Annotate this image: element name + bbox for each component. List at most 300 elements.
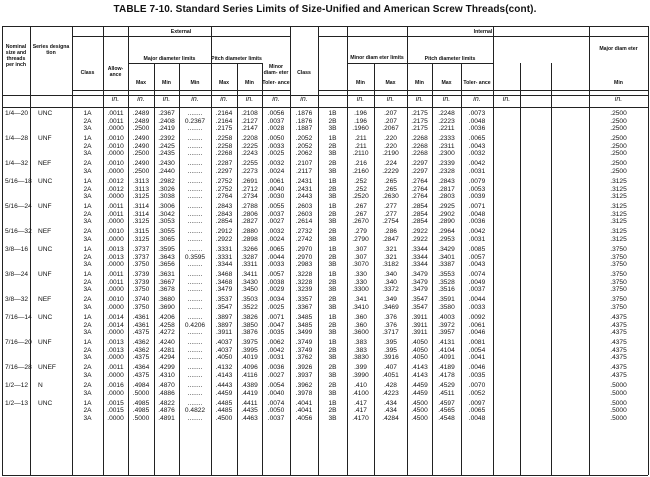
data-cell: .4223	[382, 389, 399, 397]
data-cell: .0012	[107, 178, 124, 185]
size-cell: 5/16—24	[5, 203, 32, 211]
data-cell: 2B	[328, 228, 337, 236]
data-cell: .3344	[411, 253, 428, 261]
data-cell: 3A	[83, 372, 92, 379]
data-cell: 2B	[328, 364, 337, 372]
data-cell: .3357	[295, 296, 313, 304]
data-cell: .2490	[132, 135, 150, 143]
data-cell: .3479	[215, 286, 233, 294]
rule	[72, 90, 290, 91]
data-cell: .0061	[468, 321, 486, 329]
data-cell: ........	[187, 414, 203, 422]
data-cell: .2419	[158, 125, 175, 133]
data-cell: .2248	[438, 110, 455, 117]
data-cell: .2268	[411, 150, 428, 158]
sub-header-5: Toler- ance	[262, 80, 290, 86]
data-cell: .2880	[241, 228, 258, 236]
data-cell: .2803	[438, 193, 455, 201]
data-cell: ........	[187, 278, 203, 286]
data-cell: .3006	[158, 203, 175, 211]
data-cell: .3750	[610, 278, 627, 286]
data-cell: .3749	[295, 346, 313, 354]
data-cell: 2A	[83, 142, 92, 150]
data-cell: .3331	[215, 246, 233, 253]
data-cell: .4364	[132, 364, 150, 372]
data-cell: .434	[384, 399, 397, 407]
size-cell: 3/8—16	[5, 246, 29, 253]
data-cell: .2431	[295, 178, 313, 185]
data-cell: .3266	[241, 246, 258, 253]
data-cell: .3740	[132, 296, 150, 304]
data-cell: .3750	[610, 271, 627, 279]
data-cell: .0062	[267, 339, 285, 347]
data-cell: .2147	[241, 125, 258, 133]
data-cell: .4375	[610, 329, 627, 337]
data-cell: .286	[384, 228, 397, 236]
data-cell: .0048	[468, 117, 486, 125]
data-cell: .3499	[295, 329, 313, 337]
data-cell: .0053	[468, 185, 486, 193]
unit-label: in.	[502, 96, 511, 103]
data-cell: 3B	[328, 389, 337, 397]
data-cell: .2107	[295, 160, 313, 168]
data-cell: .0035	[267, 329, 285, 337]
data-cell: .3468	[215, 278, 233, 286]
sub-header-8: Min	[415, 80, 424, 86]
data-cell: .2300	[438, 150, 455, 158]
data-cell: .0033	[468, 304, 486, 311]
data-cell: ........	[187, 168, 203, 175]
data-cell: .0000	[107, 286, 124, 294]
data-cell: .0032	[267, 160, 285, 168]
data-cell: .2843	[215, 210, 233, 218]
data-cell: .279	[354, 228, 367, 236]
data-cell: .2630	[382, 193, 399, 201]
data-cell: .2062	[295, 150, 313, 158]
data-cell: .4206	[158, 314, 175, 321]
data-cell: .0011	[107, 271, 124, 279]
data-cell: .2500	[610, 117, 627, 125]
data-cell: 1B	[328, 135, 337, 143]
data-cell: .3595	[158, 246, 175, 253]
data-cell: ........	[187, 125, 203, 133]
data-cell: .4500	[411, 399, 428, 407]
data-cell: .3401	[438, 253, 455, 261]
data-cell: .2333	[438, 135, 455, 143]
data-cell: .4463	[241, 414, 258, 422]
data-cell: ........	[187, 364, 203, 372]
data-cell: ........	[187, 354, 203, 362]
data-cell: .0015	[107, 399, 124, 407]
size-cell: 1/4—28	[5, 135, 29, 143]
data-cell: .4459	[411, 382, 428, 389]
data-cell: .0000	[107, 372, 124, 379]
data-cell: .4143	[215, 372, 233, 379]
data-cell: 2B	[328, 296, 337, 304]
data-cell: .2430	[158, 160, 175, 168]
data-cell: .4281	[158, 346, 175, 354]
data-cell: .3826	[241, 314, 258, 321]
data-cell: .3750	[610, 261, 627, 269]
series-cell: UNEF	[38, 364, 56, 372]
data-cell: .2843	[438, 178, 455, 185]
data-cell: .3125	[132, 193, 150, 201]
data-cell: .207	[384, 117, 397, 125]
data-cell: .2127	[241, 117, 258, 125]
data-cell: .3972	[438, 321, 455, 329]
sub-header-0: Max	[135, 80, 147, 86]
data-cell: .3897	[215, 321, 233, 329]
data-cell: .0013	[107, 339, 124, 347]
data-cell: .3547	[411, 304, 428, 311]
data-cell: 1B	[328, 246, 337, 253]
data-cell: .3468	[215, 271, 233, 279]
data-cell: .4891	[158, 414, 175, 422]
rule	[2, 26, 648, 27]
data-cell: 3B	[328, 218, 337, 226]
data-cell: .434	[384, 407, 397, 415]
data-cell: .196	[354, 110, 367, 117]
data-cell: .2983	[295, 261, 313, 269]
data-cell: 2B	[328, 321, 337, 329]
data-cell: 2A	[83, 278, 92, 286]
data-cell: .2752	[215, 185, 233, 193]
data-cell: ........	[187, 193, 203, 201]
data-cell: .383	[354, 339, 367, 347]
data-cell: .0070	[468, 382, 486, 389]
data-cell: .0031	[267, 354, 285, 362]
size-cell: 7/16—14	[5, 314, 32, 321]
data-cell: .3430	[241, 278, 258, 286]
data-cell: 3A	[83, 218, 92, 226]
data-cell: .4258	[158, 321, 175, 329]
data-cell: .0061	[267, 178, 285, 185]
data-cell: .3344	[215, 261, 233, 269]
data-cell: ........	[187, 236, 203, 243]
rule	[318, 36, 648, 37]
data-cell: ........	[187, 135, 203, 143]
data-cell: .2052	[295, 142, 313, 150]
data-cell: .2827	[241, 218, 258, 226]
data-cell: .0043	[468, 261, 486, 269]
unit-label: in.	[220, 96, 228, 103]
data-cell: .2160	[352, 168, 369, 175]
unit-label: in.	[111, 96, 120, 103]
data-cell: .2817	[438, 185, 455, 193]
data-cell: ........	[187, 228, 203, 236]
data-cell: .4985	[132, 407, 150, 415]
data-cell: .2603	[295, 210, 313, 218]
size-cell: 7/16—28	[5, 364, 32, 372]
data-cell: .265	[384, 185, 397, 193]
data-cell: .376	[384, 314, 397, 321]
data-cell: .4041	[295, 407, 313, 415]
data-cell: ........	[187, 346, 203, 354]
data-cell: .4984	[132, 382, 150, 389]
data-cell: .2790	[352, 236, 369, 243]
data-cell: .4178	[438, 372, 455, 379]
data-cell: ........	[187, 296, 203, 304]
data-cell: .3125	[132, 218, 150, 226]
data-cell: .2670	[352, 218, 369, 226]
data-cell: .0074	[267, 399, 285, 407]
rule	[128, 63, 211, 64]
data-cell: .0024	[267, 236, 285, 243]
data-cell: 3A	[83, 389, 92, 397]
data-cell: .2258	[215, 142, 233, 150]
data-cell: .3916	[382, 354, 399, 362]
data-cell: .196	[354, 117, 367, 125]
data-cell: ........	[187, 382, 203, 389]
major-dia-ext-header: Major diameter limits	[143, 56, 196, 62]
rule	[318, 90, 648, 91]
unit-label: in.	[386, 96, 395, 103]
data-cell: 3A	[83, 168, 92, 175]
data-cell: .3750	[610, 296, 627, 304]
data-cell: .2734	[241, 193, 258, 201]
data-cell: .0000	[107, 150, 124, 158]
data-cell: .4272	[158, 329, 175, 337]
data-cell: .4284	[382, 414, 399, 422]
data-cell: .3750	[132, 261, 150, 269]
data-cell: .3547	[411, 296, 428, 304]
data-cell: .0036	[468, 125, 486, 133]
size-cell: 1/2—13	[5, 399, 29, 407]
data-cell: 0.2367	[184, 117, 206, 125]
size-cell: 5/16—18	[5, 178, 32, 185]
data-cell: .2890	[438, 218, 455, 226]
data-cell: .2691	[241, 178, 258, 185]
data-cell: .3850	[241, 321, 258, 329]
data-cell: .4500	[411, 407, 428, 415]
data-cell: .0065	[267, 246, 285, 253]
data-cell: .2970	[295, 253, 313, 261]
data-cell: .0016	[107, 382, 124, 389]
data-cell: .3750	[610, 246, 627, 253]
data-cell: .2367	[158, 110, 175, 117]
data-cell: .3522	[241, 304, 258, 311]
data-cell: .0037	[468, 286, 486, 294]
sub-header-9: Max	[441, 80, 452, 86]
data-cell: .3631	[158, 271, 175, 279]
data-cell: .2854	[215, 218, 233, 226]
data-cell: .2854	[411, 218, 428, 226]
rule	[2, 475, 648, 476]
data-cell: .3228	[295, 271, 313, 279]
data-cell: .0000	[107, 125, 124, 133]
series-cell: UNC	[38, 246, 53, 253]
rule	[407, 63, 493, 64]
data-cell: .4037	[215, 339, 233, 347]
data-cell: .4375	[132, 329, 150, 337]
data-cell: .2912	[215, 228, 233, 236]
data-cell: .0012	[107, 185, 124, 193]
data-cell: .0079	[468, 178, 486, 185]
sub-header-1: Min	[162, 80, 171, 86]
data-cell: .0039	[468, 193, 486, 201]
data-cell: .0055	[267, 203, 285, 211]
column-rule	[493, 26, 494, 475]
data-cell: .3125	[610, 218, 627, 226]
data-cell: 1B	[328, 314, 337, 321]
data-cell: .4056	[295, 414, 313, 422]
data-cell: ........	[187, 142, 203, 150]
class-ext-header: Class	[80, 70, 95, 76]
data-cell: .3600	[352, 329, 369, 337]
data-cell: .3042	[158, 210, 175, 218]
data-cell: .4131	[438, 339, 455, 347]
size-cell: 1/2—12	[5, 382, 29, 389]
data-cell: .395	[384, 346, 397, 354]
data-cell: .3485	[295, 314, 313, 321]
data-cell: .2255	[241, 160, 258, 168]
data-cell: .2117	[295, 168, 312, 175]
data-cell: 2A	[83, 407, 92, 415]
data-cell: 2B	[328, 117, 337, 125]
data-cell: .307	[354, 246, 367, 253]
data-cell: .0025	[267, 304, 285, 311]
data-cell: .3547	[215, 304, 233, 311]
data-cell: ........	[187, 372, 203, 379]
data-cell: .3114	[132, 203, 149, 211]
sub-header-10: Toler- ance	[463, 80, 491, 86]
data-cell: .4500	[215, 414, 233, 422]
data-cell: .0014	[107, 321, 124, 329]
data-cell: .4375	[610, 346, 627, 354]
sub-header-11: Min	[614, 80, 623, 86]
data-cell: .3830	[352, 354, 369, 362]
data-cell: .252	[354, 178, 367, 185]
data-cell: .4485	[215, 399, 233, 407]
data-cell: .2273	[241, 168, 258, 175]
data-cell: .3876	[241, 329, 258, 337]
data-cell: .0071	[468, 203, 486, 211]
data-cell: .2328	[438, 168, 455, 175]
data-cell: .2614	[295, 218, 313, 226]
data-cell: .0037	[267, 414, 285, 422]
data-cell: .220	[384, 142, 397, 150]
data-cell: .3344	[411, 261, 428, 269]
data-cell: 2B	[328, 210, 337, 218]
data-cell: .3055	[158, 228, 175, 236]
data-cell: .3239	[295, 286, 313, 294]
data-cell: .3479	[411, 271, 428, 279]
data-cell: 2A	[83, 346, 92, 354]
data-cell: .0032	[267, 228, 285, 236]
data-cell: .2922	[411, 236, 428, 243]
data-cell: .4096	[241, 364, 258, 372]
data-cell: 3B	[328, 261, 337, 269]
sub-header-2: Min	[190, 80, 200, 86]
data-cell: .3678	[158, 286, 175, 294]
data-cell: .2208	[241, 135, 258, 143]
data-cell: .4170	[352, 414, 369, 422]
data-cell: .2764	[411, 185, 428, 193]
data-cell: .3311	[241, 261, 258, 269]
data-cell: 0.4206	[184, 321, 206, 329]
data-cell: .0044	[267, 253, 285, 261]
data-cell: .0097	[468, 399, 486, 407]
data-cell: .0046	[468, 329, 486, 337]
sub-header-3: Max	[218, 80, 230, 86]
data-cell: ........	[187, 178, 203, 185]
data-cell: .330	[354, 278, 367, 286]
data-cell: .0081	[468, 339, 486, 347]
data-cell: .2164	[215, 117, 233, 125]
data-cell: .3125	[132, 236, 150, 243]
data-cell: .4375	[610, 321, 627, 329]
data-cell: .0042	[468, 228, 486, 236]
data-cell: .2297	[411, 168, 428, 175]
data-cell: .4019	[241, 354, 258, 362]
data-cell: .0013	[107, 346, 124, 354]
data-cell: .2500	[610, 110, 627, 117]
data-cell: .2500	[610, 135, 627, 143]
data-cell: .3410	[352, 304, 369, 311]
data-cell: 3A	[83, 150, 92, 158]
data-cell: .4132	[215, 364, 233, 372]
data-cell: .5000	[132, 389, 150, 397]
data-cell: .2520	[352, 193, 369, 201]
data-cell: .5000	[610, 414, 627, 422]
data-cell: ........	[187, 399, 203, 407]
unit-label: in.	[415, 96, 424, 103]
data-cell: .0057	[267, 271, 285, 279]
data-cell: .0027	[267, 372, 285, 379]
data-cell: .0054	[468, 346, 486, 354]
data-cell: .4419	[241, 389, 258, 397]
data-cell: .2311	[438, 142, 455, 150]
data-cell: .3114	[132, 210, 149, 218]
data-cell: .220	[384, 135, 397, 143]
series-cell: UNF	[38, 271, 52, 279]
data-cell: .395	[384, 339, 397, 347]
data-cell: .4050	[411, 354, 428, 362]
data-cell: .3937	[295, 372, 313, 379]
data-cell: .4091	[438, 354, 455, 362]
unit-label: in.	[473, 96, 481, 103]
data-cell: .2223	[438, 117, 455, 125]
data-cell: .0085	[468, 246, 486, 253]
data-cell: .0092	[468, 314, 486, 321]
data-cell: .0015	[107, 407, 124, 415]
data-cell: 2B	[328, 185, 337, 193]
data-cell: .407	[384, 364, 397, 372]
allowance-header: Allow- ance	[107, 66, 124, 78]
data-cell: .3331	[215, 253, 233, 261]
data-cell: .3113	[132, 178, 149, 185]
data-cell: .2392	[158, 135, 175, 143]
data-cell: ........	[187, 304, 203, 311]
data-cell: .3479	[411, 278, 428, 286]
data-cell: .2806	[241, 210, 258, 218]
data-cell: .0033	[267, 261, 285, 269]
data-cell: .4362	[132, 346, 150, 354]
series-cell: UNC	[38, 399, 53, 407]
data-cell: .4375	[610, 339, 627, 347]
data-cell: 1A	[83, 178, 92, 185]
data-cell: .1876	[295, 117, 313, 125]
data-cell: .3287	[241, 253, 258, 261]
data-cell: .2425	[158, 142, 175, 150]
unit-label: in.	[300, 96, 308, 103]
data-cell: .2211	[438, 125, 455, 133]
data-cell: .383	[354, 346, 367, 354]
data-cell: .2297	[411, 160, 428, 168]
data-cell: .3978	[295, 389, 313, 397]
data-cell: 3B	[328, 150, 337, 158]
data-cell: .4375	[610, 314, 627, 321]
